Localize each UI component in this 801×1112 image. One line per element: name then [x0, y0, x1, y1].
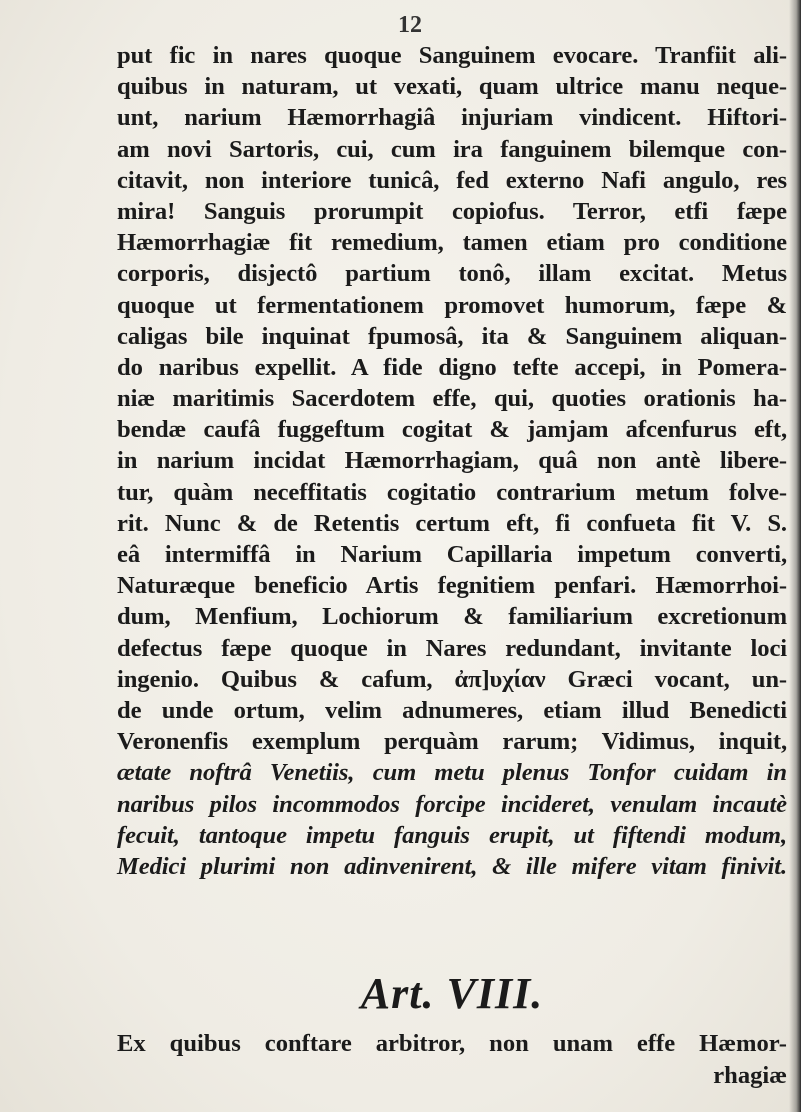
text-line: ingenio. Quibus & cafum, ἀπ]υχίαν Græci vocant, un-: [117, 665, 787, 693]
text-line: quibus in naturam, ut vexati, quam ultrice manu neque-: [117, 73, 787, 101]
article-heading: Art. VIII.: [360, 969, 544, 1018]
page-number: 12: [398, 12, 422, 38]
text-line: corporis, disjectô partium tonô, illam excitat. Metus: [117, 260, 787, 288]
text-line: rit. Nunc & de Retentis certum eft, fi confueta fit V. S.: [117, 509, 787, 537]
text-line: unt, narium Hæmorrhagiâ injuriam vindicent. Hiftori-: [117, 104, 787, 132]
text-line: Hæmorrhagiæ fit remedium, tamen etiam pro conditione: [117, 229, 787, 257]
text-line: ætate noftrâ Venetiis, cum metu plenus Tonfor cuidam in: [117, 759, 787, 787]
text-line: bendæ caufâ fuggeftum cogitat & jamjam afcenfurus eft,: [117, 416, 787, 444]
text-line: Naturæque beneficio Artis fegnitiem penfari. Hæmorrhoi-: [117, 572, 787, 600]
text-line: in narium incidat Hæmorrhagiam, quâ non antè libere-: [117, 447, 787, 475]
text-line: do naribus expellit. A fide digno tefte accepi, in Pomera-: [117, 353, 787, 381]
text-line: mira! Sanguis prorumpit copiofus. Terror, etfi fæpe: [117, 197, 787, 225]
text-line: quoque ut fermentationem promovet humorum, fæpe &: [117, 291, 787, 319]
text-line: tur, quàm neceffitatis cogitatio contrarium metum folve-: [117, 478, 787, 506]
body-text: [117, 40, 787, 882]
text-line: niæ maritimis Sacerdotem effe, qui, quoties orationis ha-: [117, 385, 787, 413]
text-line: defectus fæpe quoque in Nares redundant, invitante loci: [117, 634, 787, 662]
text-line: citavit, non interiore tunicâ, fed externo Nafi angulo, res: [117, 166, 787, 194]
text-line: caligas bile inquinat fpumosâ, ita & Sanguinem aliquan-: [117, 322, 787, 350]
text-line: am novi Sartoris, cui, cum ira fanguinem bilemque con-: [117, 135, 787, 163]
text-line: Medici plurimi non adinvenirent, & ille mifere vitam finivit.: [117, 852, 787, 880]
text-line: Ex quibus conftare arbitror, non unam effe Hæmor-: [117, 1030, 787, 1057]
text-line: eâ intermiffâ in Narium Capillaria impetum converti,: [117, 541, 787, 568]
page-edge-shadow: [789, 0, 801, 1112]
text-line: naribus pilos incommodos forcipe incideret, venulam incautè: [117, 790, 787, 818]
text-line: fecuit, tantoque impetu fanguis erupit, ut fiftendi modum,: [117, 821, 787, 849]
catchword: rhagiæ: [713, 1062, 787, 1089]
text-line: Veronenfis exemplum perquàm rarum; Vidimus, inquit,: [117, 728, 787, 756]
text-line: dum, Menfium, Lochiorum & familiarium excretionum: [117, 603, 787, 631]
text-line: put fic in nares quoque Sanguinem evocare. Tranfiit ali-: [117, 42, 787, 69]
text-line: de unde ortum, velim adnumeres, etiam illud Benedicti: [117, 696, 787, 724]
